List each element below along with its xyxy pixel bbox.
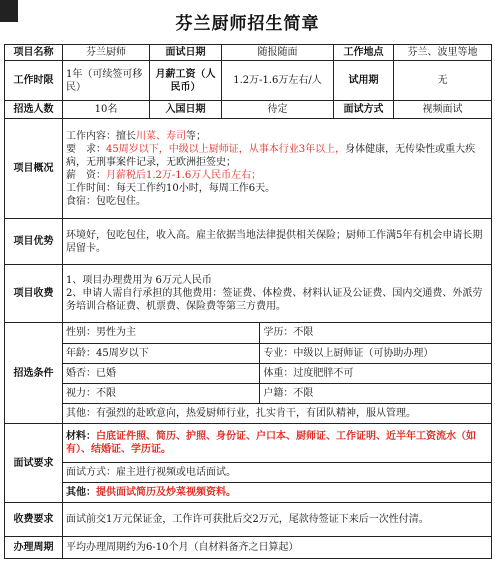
interview-other: 其他：提供面试简历及炒菜视频资料。 <box>66 486 236 498</box>
overview-line: 薪 资：月薪税后1.2万-1.6万人民币左右； <box>66 169 262 181</box>
interview-method-label: 面试方式 <box>334 101 394 119</box>
headcount-label: 招选人数 <box>5 101 63 119</box>
interview-grid <box>63 424 491 502</box>
fees-line: 2、申请人需自行承担的其他费用：签证费、体检费、材料认证及公证费、国内交通费、外派劳务培训合格证费、机票费、保险费等第三方费用。 <box>66 288 483 312</box>
info-table <box>4 44 492 559</box>
entry-date-value: 待定 <box>222 101 334 119</box>
condition-major: 专业：中级以上厨师证（可协助办理） <box>260 343 491 363</box>
advantage-text: 环境好，包吃包住，收入高。雇主依据当地法律提供相关保险；厨师工作满5年有机会申请长期居留卡。 <box>63 219 492 265</box>
interview-label: 面试要求 <box>5 424 63 503</box>
interview-method: 面试方式：雇主进行视频或电话面试。 <box>63 462 491 482</box>
conditions-label: 招选条件 <box>5 323 63 424</box>
table-row <box>5 323 492 424</box>
payment-label: 收费要求 <box>5 503 63 537</box>
payment-text: 面试前交1万元保证金，工作许可获批后交2万元，尾款待签证下来后一次性付清。 <box>63 503 492 537</box>
interview-materials: 材料：白底证件照、简历、护照、身份证、户口本、厨师证、工作证明、近半年工资流水（如有）、结婚证、学历证。 <box>63 424 491 462</box>
salary-value: 1.2万-1.6万左右/人 <box>222 61 334 101</box>
fees-line: 1、项目办理费用为 6万元人民币 <box>66 275 212 286</box>
duration-label: 工作时限 <box>5 61 63 101</box>
overview-content <box>63 119 492 219</box>
period-label: 办理周期 <box>5 537 63 559</box>
interview-content <box>63 424 492 503</box>
table-row <box>5 537 492 559</box>
work-location-label: 工作地点 <box>334 45 394 61</box>
conditions-content <box>63 323 492 424</box>
duration-value: 1年（可续签可移民） <box>63 61 150 101</box>
condition-marital: 婚否：已婚 <box>63 363 260 383</box>
table-row <box>5 424 492 503</box>
condition-weight: 体重：过度肥胖不可 <box>260 363 491 383</box>
project-name-label: 项目名称 <box>5 45 63 61</box>
condition-gender: 性别：男性为主 <box>63 323 260 343</box>
page-title: 芬兰厨师招生简章 <box>175 14 320 34</box>
condition-education: 学历：不限 <box>260 323 491 343</box>
conditions-grid <box>63 323 491 423</box>
condition-age: 年龄：45周岁以下 <box>63 343 260 363</box>
salary-label: 月薪工资（人民币） <box>150 61 222 101</box>
work-location-value: 芬兰、波里等地 <box>394 45 492 61</box>
entry-date-label: 入国日期 <box>150 101 222 119</box>
overview-line: 工作时间：每天工作约10小时，每周工作6天。 <box>66 182 276 194</box>
table-row <box>5 61 492 101</box>
probation-value: 无 <box>394 61 492 101</box>
overview-line: 要 求：45周岁以下，中级以上厨师证，从事本行业3年以上，身体健康，无传染性或重大疾病，无刑事案件记录，无欧洲拒签史； <box>66 143 476 168</box>
overview-label: 项目概况 <box>5 119 63 219</box>
table-row <box>5 101 492 119</box>
table-row <box>5 45 492 61</box>
project-name-value: 芬兰厨师 <box>63 45 150 61</box>
overview-line: 工作内容：擅长川菜、寿司等； <box>66 130 206 142</box>
interview-method-value: 视频面试 <box>394 101 492 119</box>
table-row <box>5 219 492 265</box>
table-row <box>5 265 492 323</box>
headcount-value: 10名 <box>63 101 150 119</box>
overview-line: 食宿：包吃包住。 <box>66 195 146 207</box>
fees-label: 项目收费 <box>5 265 63 323</box>
condition-vision: 视力：不限 <box>63 383 260 403</box>
table-row <box>5 503 492 537</box>
condition-hukou: 户籍：不限 <box>260 383 491 403</box>
interview-date-value: 随报随面 <box>222 45 334 61</box>
table-row <box>5 119 492 219</box>
probation-label: 试用期 <box>334 61 394 101</box>
fees-content <box>63 265 492 323</box>
condition-other: 其他：有强烈的赴欧意向，热爱厨师行业，扎实肯干，有团队精神，服从管理。 <box>66 407 416 419</box>
advantage-label: 项目优势 <box>5 219 63 265</box>
interview-date-label: 面试日期 <box>150 45 222 61</box>
period-text: 平均办理周期约为6-10个月（自材料备齐之日算起） <box>63 537 492 559</box>
